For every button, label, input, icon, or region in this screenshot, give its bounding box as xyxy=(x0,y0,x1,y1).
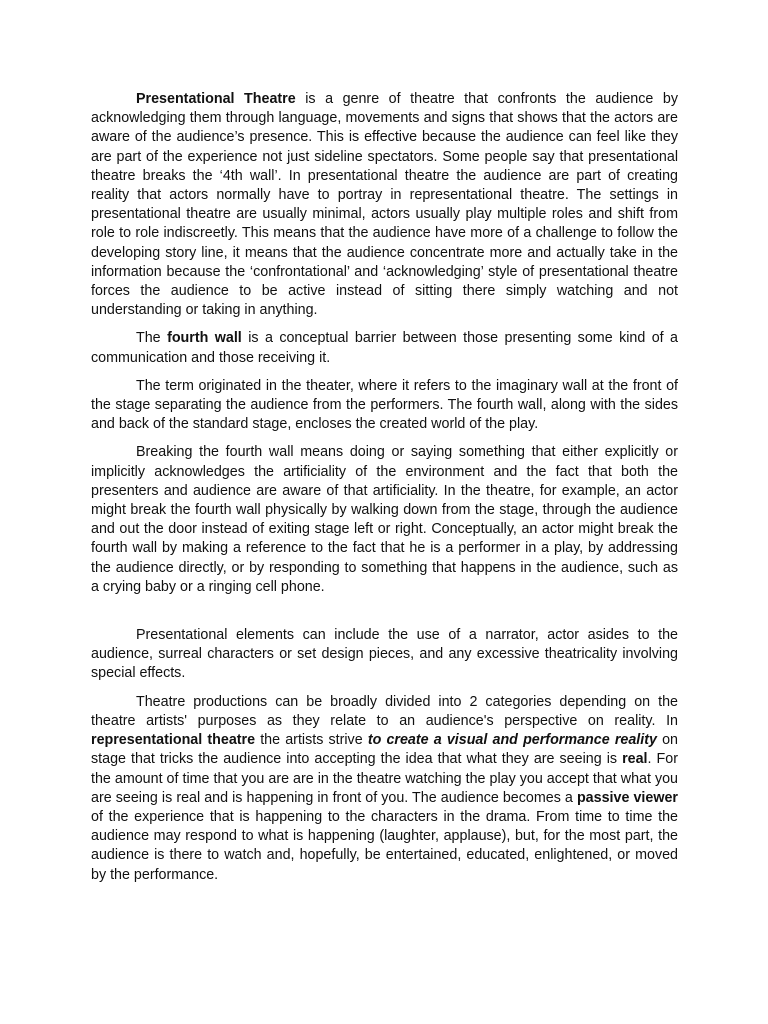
paragraph-fourth-wall-definition xyxy=(91,329,678,367)
paragraph-text: of the experience that is happening to the characters in the drama. From time to time the audience may respond to what is happening (laughter, applause), but, for the most part, the audience is there to watch and, hopefully, be entertained, educated, enlightened, or moved by the performance. xyxy=(91,808,678,883)
term-representational-theatre: representational theatre xyxy=(91,732,256,749)
paragraph-text: the artists strive xyxy=(255,732,368,749)
paragraph-text: Theatre productions can be broadly divided into 2 categories depending on the theatre artists' purposes as they relate to an audience's perspective on reality. In xyxy=(91,693,678,729)
paragraph-text: is a conceptual barrier between those presenting some kind of a communication and those receiving it. xyxy=(91,330,679,366)
paragraph-text: The xyxy=(136,330,168,347)
emphasis-visual-performance-reality: to create a visual and performance reality xyxy=(367,732,657,749)
term-passive-viewer: passive viewer xyxy=(576,789,678,806)
paragraph-text: . For the amount of time that you are are in the theatre watching the play you accept that what you are seeing is real and is happening in front of you. The audience becomes a xyxy=(91,751,679,806)
paragraph-presentational-theatre xyxy=(91,90,678,320)
paragraph-presentational-elements: Presentational elements can include the use of a narrator, actor asides to the audience, surreal characters or set design pieces, and any excessive theatricality involving special effects. xyxy=(91,627,678,682)
paragraph-representational-theatre xyxy=(91,693,678,885)
paragraph-term-origin: The term originated in the theater, where it refers to the imaginary wall at the front of the stage separating the audience from the performers. The fourth wall, along with the sides and back of the standard stage, encloses the created world of the play. xyxy=(91,377,678,433)
paragraph-breaking-fourth-wall: Breaking the fourth wall means doing or saying something that either explicitly or implicitly acknowledges the artificiality of the environment and the fact that both the presenters and audience are aware of that artificiality. In the theatre, for example, an actor might break the fourth wall physically by walking down from the stage, through the audience and out the door instead of exiting stage left or right. Conceptually, an actor might break the fourth wall by making a reference to the fact that he is a performer in a play, by addressing the audience directly, or by responding to something that happens in the audience, such as a crying baby or a ringing cell phone. xyxy=(91,444,678,595)
paragraph-text: on stage that tricks the audience into accepting the idea that what they are seeing is xyxy=(91,732,678,768)
term-presentational-theatre: Presentational Theatre xyxy=(136,91,296,107)
term-fourth-wall: fourth wall xyxy=(167,330,242,347)
term-real: real xyxy=(622,751,648,768)
paragraph-text: is a genre of theatre that confronts the audience by acknowledging them through language, movements and signs that shows that the actors are aware of the audience’s presence. This is effective because the audience can feel like they are part of the experience not just sideline spectators. Some people say that presentational theatre breaks the ‘4th wall’. In presentational theatre the audience are part of creating reality that actors normally have to portray in representational theatre. The settings in presentational theatre are usually minimal, actors usually play multiple roles and shift from role to role indiscreetly. This means that the audience have more of a challenge to follow the developing story line, it means that the audience concentrate more and actually take in the information because the ‘confrontational’ and ‘acknowledging’ style of presentational theatre forces the audience to be active instead of sitting there simply watching and not understanding or taking in anything. xyxy=(91,91,678,319)
